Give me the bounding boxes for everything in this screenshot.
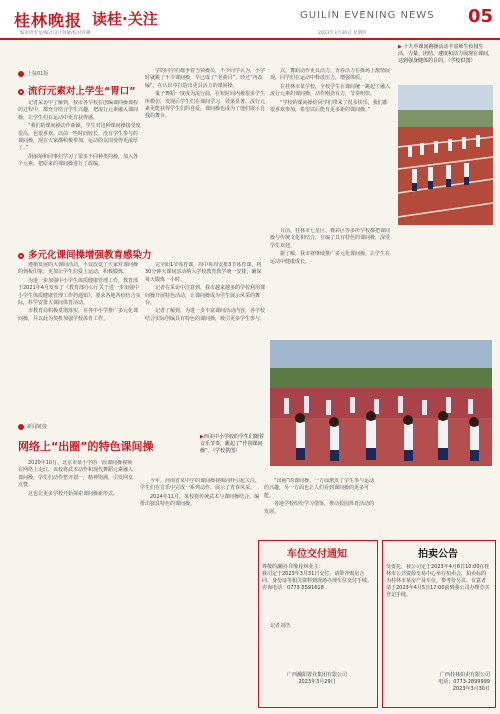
news-link-label: 新闻链接 — [27, 424, 48, 430]
photo2-caption-text: 西美中小学校的学生们随着音乐节奏，跳起了“作别课间操”。（学校供图） — [200, 434, 264, 454]
photo1-caption-text: 十九中课间跑操活动丰富师生校园生活，力量、团结、速度和活力展现在课间，达到强身健体的目的。（学校供图） — [398, 44, 494, 64]
kicker-text: 上接01版 — [27, 71, 49, 77]
parking-notice-signature — [262, 672, 372, 686]
parking-notice-body — [262, 564, 372, 592]
parking-notice-title: 车位交付通知 — [287, 549, 347, 560]
paragraph: 胡丽菊和同事们学习了很多不同种类的操，加入各个元素，把原来的课间操进行了改编。 — [18, 153, 139, 168]
paragraph: 市教育局积极贯彻落实，在各中小学推广多元化课间操，并以此为契机加强学校体育工作。 — [18, 308, 139, 322]
caption-arrow-icon: ▶ — [200, 434, 204, 440]
auction-notice-signature — [386, 672, 490, 693]
paragraph: “学校的课间操给同学们带来了很多快乐，我们都很喜欢参加，希望以后能有更多新的课间操。” — [270, 99, 388, 114]
article2-title — [18, 247, 152, 261]
paragraph: 为进一步加强中小学生体质健康管理工作，教育部于2021年4月发布了《教育部办公厅关于进一步加强中小学生体质健康管理工作的通知》，要求各地各校结合实际，科学安排大课间体育活动。 — [18, 277, 141, 307]
paragraph: 鬼子舞蹈一度成为流行曲，在短时间内被很多学生所模仿，发现后学生们在课间学习，效果显著。流行元素更能获得学生们的喜爱，课间操也成为了他们展示自我的舞台。 — [145, 91, 265, 120]
paragraph: 记者采访中了解到，我市各学校在创编课间操课程的过程中，都充分结合学生兴趣，把流行元素融入课间操，让学生们在运动中更有获得感。 — [18, 100, 139, 121]
auction-notice-title: 拍卖公告 — [418, 549, 458, 560]
paragraph: 记者在采访中注意到，我市越来越多的学校利用课间操开展特色活动，让课间操成为学生展示风采的舞台。 — [145, 285, 265, 307]
article1-column-1 — [18, 100, 142, 225]
paragraph: 式，舞蹈动作更具活力，青春活力在操场上激情展现。同学们在运动中释放压力，增强体质。 — [270, 68, 390, 82]
bullet-icon — [18, 71, 24, 77]
article1-title-text: 流行元素对上学生“胃口” — [28, 86, 136, 97]
article2-column-3 — [270, 228, 392, 338]
paragraph: 遵循发展的大课间活动，不仅改变了大家对课间操的刻板印象，更加让学生们爱上运动，积极锻炼。 — [18, 262, 139, 276]
auction-notice-body: 受委托，我公司定于2023年4月6日10:00在桂林市公共资源交易中心举行拍卖会，拍卖标的为桂林市某房产及车位，参考价另议。有意者请于2023年4月5日17:00前到我公司办理竞买登记手续。 — [386, 564, 490, 598]
article2-column-1 — [18, 262, 142, 420]
article1-column-2 — [145, 68, 265, 225]
parking-notice-text: 我司定于2023年3月31日交付，请带齐购房合同、身份证等相关资料到现场办理车位交付手续。咨询电话：0773-5591618 — [262, 571, 373, 591]
continued-from-label — [18, 70, 48, 77]
article3-title-text: 网络上“出圈”的特色课间操 — [18, 440, 154, 453]
newspaper-english-name: GUILIN EVENING NEWS — [300, 10, 435, 21]
paragraph: 这也让更多学校开始探索课间操新形式。 — [28, 490, 119, 497]
paragraph: 目前，桂林市七星区、叠彩区等多所学校都把课间操与传统文化相结合，自编了具有特色的课间操，深受学生欢迎。 — [270, 228, 391, 249]
article2-column-2 — [145, 262, 265, 420]
circle-marker-icon — [18, 89, 24, 95]
article2-title-text: 多元化课间操增强教育感染力 — [28, 250, 152, 261]
article3-reporter: 记者刘浩 — [270, 623, 291, 629]
parking-notice-date: 2023年3月29日 — [298, 679, 336, 685]
caption-arrow-icon: ▶ — [398, 44, 402, 50]
paragraph: “出圈”的课间操，一方面激发了学生参与运动的兴趣，另一方面也让人们看到课间操的更多可能。 — [264, 478, 375, 499]
issue-date: 2023年3月30日 星期四 — [318, 31, 367, 36]
section-name: 读桂·关注 — [92, 10, 158, 28]
parking-notice-signer: 广西瀚阳置业集团有限公司 — [286, 672, 347, 678]
editor-credits: 编审周金龙/编式设计蒋敏/校对蒋骥 — [20, 31, 91, 36]
article1-title — [18, 83, 136, 97]
students-exercise-photo — [270, 340, 492, 466]
auction-notice-phone: 电话：0773-2899999 — [438, 679, 490, 685]
auction-notice-company: 广西桂林拍卖有限公司 — [439, 672, 490, 678]
news-link-kicker — [18, 423, 47, 430]
article1-column-3 — [270, 68, 390, 225]
header-divider — [0, 38, 500, 40]
circle-marker-icon — [18, 253, 24, 259]
paragraph: “我们的课间操动作新颖，学生对这种课间操接受度很高，也很喜欢。以前一些时间较长，没有学生参与的课间操，现在大家都积极参加，运动的氛围变得更浓厚了。” — [18, 123, 141, 152]
paragraph: 记者了解到，为进一步丰富课间活动内容，各学校结合实际创编具有特色的课间操，吸引更多学生参与。 — [145, 308, 265, 322]
page-header — [0, 0, 500, 40]
paragraph: 各地学校纷纷学习借鉴，推动校园体育活动的发展。 — [264, 501, 375, 515]
paragraph: 今年，河南省某中学的课间操视频同样引起关注，学生们在音乐中完成一系列动作，展示了青春风采。 — [140, 478, 260, 492]
parking-notice-subtitle: 尊敬的澜园·印象桂林业主： — [262, 564, 324, 570]
page-number: 05 — [468, 6, 494, 27]
paragraph: 学的同学们都争着当领操员，不少同学认为，小学时就跳了不少课间操，早已成了“老曲目”。经过“再改编”，在认识中打造出更具活力的课间操。 — [145, 68, 265, 89]
article3-title — [18, 438, 153, 454]
article3-column-1 — [18, 460, 134, 630]
photo2-caption — [200, 434, 266, 455]
paragraph: 2024年11月，某校将传统武术与课间操结合，编排出独具特色的课间操。 — [140, 493, 260, 508]
bullet-icon — [18, 424, 24, 430]
paragraph: 在桂林市某学校，全校学生在课间统一跳起了融入流行元素的课间操，动作刚劲有力，节奏明快。 — [270, 83, 390, 98]
paragraph: 完全阳1节体育课，周中每周安排3节体育课，将30分钟大课间活动纳入学校教育教学统一安排，确保每天锻炼一小时。 — [145, 262, 262, 283]
newspaper-logo: 桂林晚报 — [14, 11, 83, 30]
article3-column-2 — [140, 478, 260, 628]
auction-notice-date: 2023年3月30日 — [452, 686, 490, 692]
track-running-photo — [398, 85, 493, 225]
paragraph: 据了解，我市将继续推广多元化课间操，让学生在运动中健康成长。 — [270, 251, 391, 265]
paragraph: 2020年10月，北京市某小学的一段课间操视频在网络上走红。该校将武术动作和现代舞蹈元素融入课间操，学生们动作整齐划一，精神饱满，引发网友点赞。 — [18, 460, 134, 489]
photo1-caption — [398, 44, 493, 65]
